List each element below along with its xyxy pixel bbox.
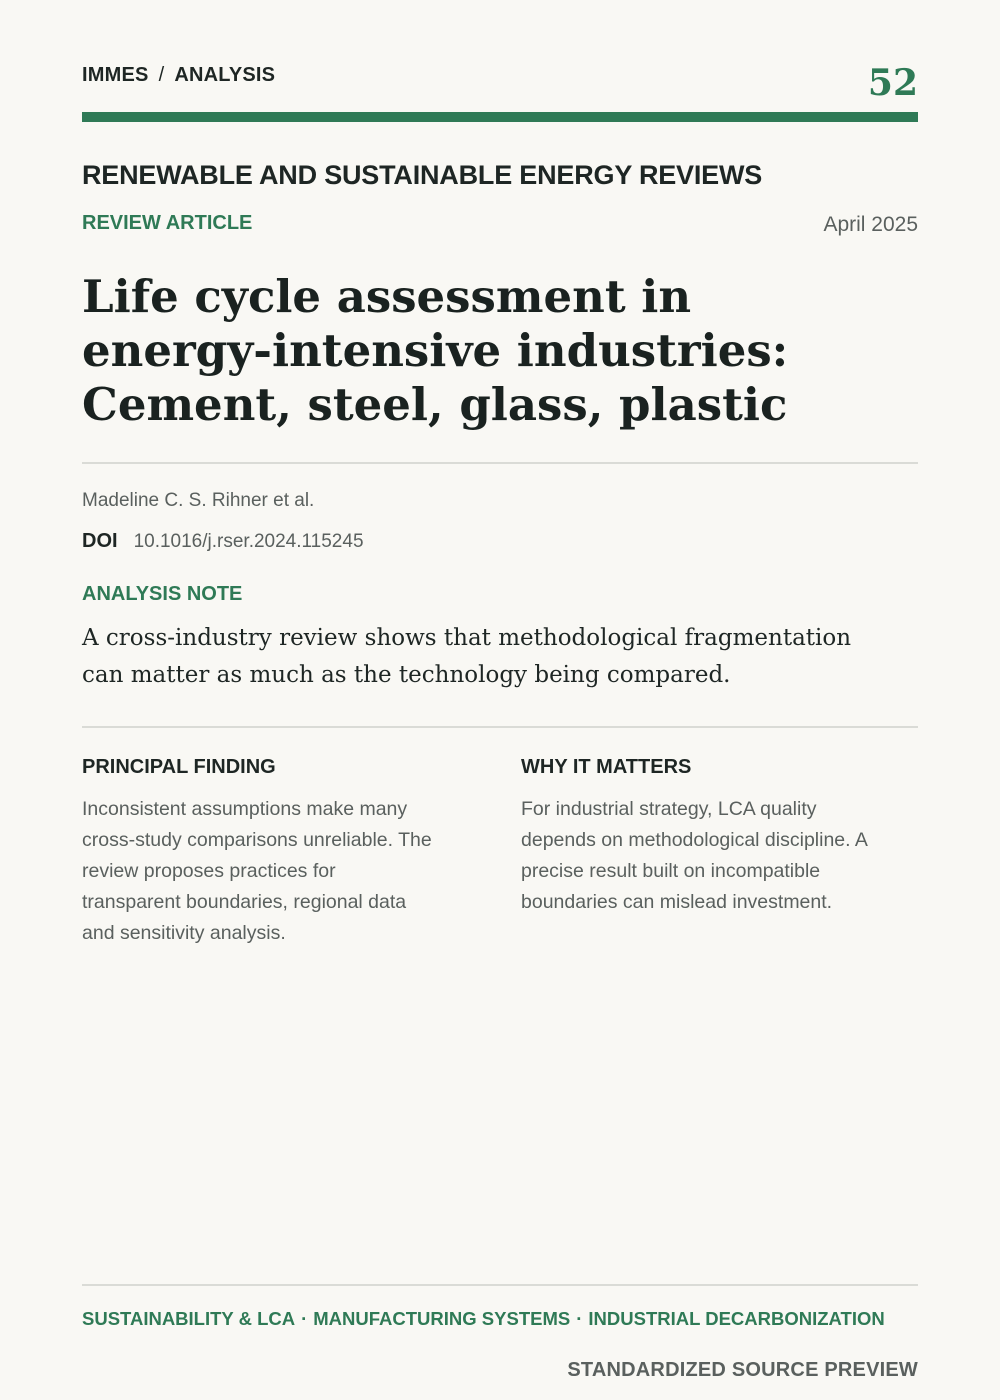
article-preview-page — [82, 0, 918, 1400]
analysis-note-line: A cross-industry review shows that methodological fragmentation — [82, 625, 852, 651]
analysis-note-line: can matter as much as the technology being compared. — [82, 662, 731, 688]
doi-link[interactable]: 10.1016/j.rser.2024.115245 — [133, 531, 364, 552]
footer-label: STANDARDIZED SOURCE PREVIEW — [567, 1359, 918, 1381]
publication-date: April 2025 — [823, 213, 918, 236]
principal-finding-line: transparent boundaries, regional data — [82, 891, 407, 913]
why-it-matters-heading: WHY IT MATTERS — [521, 756, 692, 778]
divider — [82, 462, 918, 464]
doi-row — [82, 530, 364, 553]
tag-separator: · — [301, 1308, 308, 1329]
top-bar — [82, 62, 918, 102]
principal-finding-line: and sensitivity analysis. — [82, 922, 286, 944]
article-title-line: Cement, steel, glass, plastic — [82, 378, 788, 431]
article-type-label: REVIEW ARTICLE — [82, 212, 253, 234]
principal-finding-heading: PRINCIPAL FINDING — [82, 756, 276, 778]
principal-finding-line: cross-study comparisons unreliable. The — [82, 829, 432, 851]
why-it-matters-line: depends on methodological discipline. A — [521, 829, 868, 851]
article-title-line: Life cycle assessment in — [82, 270, 692, 323]
why-it-matters-line: boundaries can mislead investment. — [521, 891, 833, 913]
analysis-note-label: ANALYSIS NOTE — [82, 583, 243, 605]
topic-tag[interactable]: MANUFACTURING SYSTEMS — [313, 1308, 571, 1329]
why-it-matters-line: precise result built on incompatible — [521, 860, 821, 882]
doi-label: DOI — [82, 530, 118, 552]
tag-separator: · — [576, 1308, 583, 1329]
article-title-line: energy-intensive industries: — [82, 324, 789, 377]
principal-finding-section — [82, 756, 482, 949]
principal-finding-line: Inconsistent assumptions make many — [82, 798, 408, 820]
principal-finding-line: review proposes practices for — [82, 860, 336, 882]
breadcrumb-item-section[interactable]: ANALYSIS — [174, 64, 276, 86]
topic-tag[interactable]: INDUSTRIAL DECARBONIZATION — [588, 1308, 885, 1329]
why-it-matters-text — [521, 794, 921, 918]
divider — [82, 1284, 918, 1286]
topic-tag[interactable]: SUSTAINABILITY & LCA — [82, 1308, 296, 1329]
topic-tags — [82, 1308, 885, 1330]
why-it-matters-section — [521, 756, 921, 918]
article-title — [82, 270, 918, 432]
why-it-matters-line: For industrial strategy, LCA quality — [521, 798, 817, 820]
breadcrumb-separator: / — [158, 64, 165, 86]
authors: Madeline C. S. Rihner et al. — [82, 490, 315, 511]
page-number: 52 — [867, 62, 918, 104]
journal-name: RENEWABLE AND SUSTAINABLE ENERGY REVIEWS — [82, 160, 763, 190]
principal-finding-text — [82, 794, 482, 949]
breadcrumb — [82, 64, 275, 87]
divider — [82, 726, 918, 728]
accent-divider — [82, 112, 918, 122]
analysis-note-text — [82, 620, 918, 694]
breadcrumb-item-publisher[interactable]: IMMES — [82, 64, 149, 86]
